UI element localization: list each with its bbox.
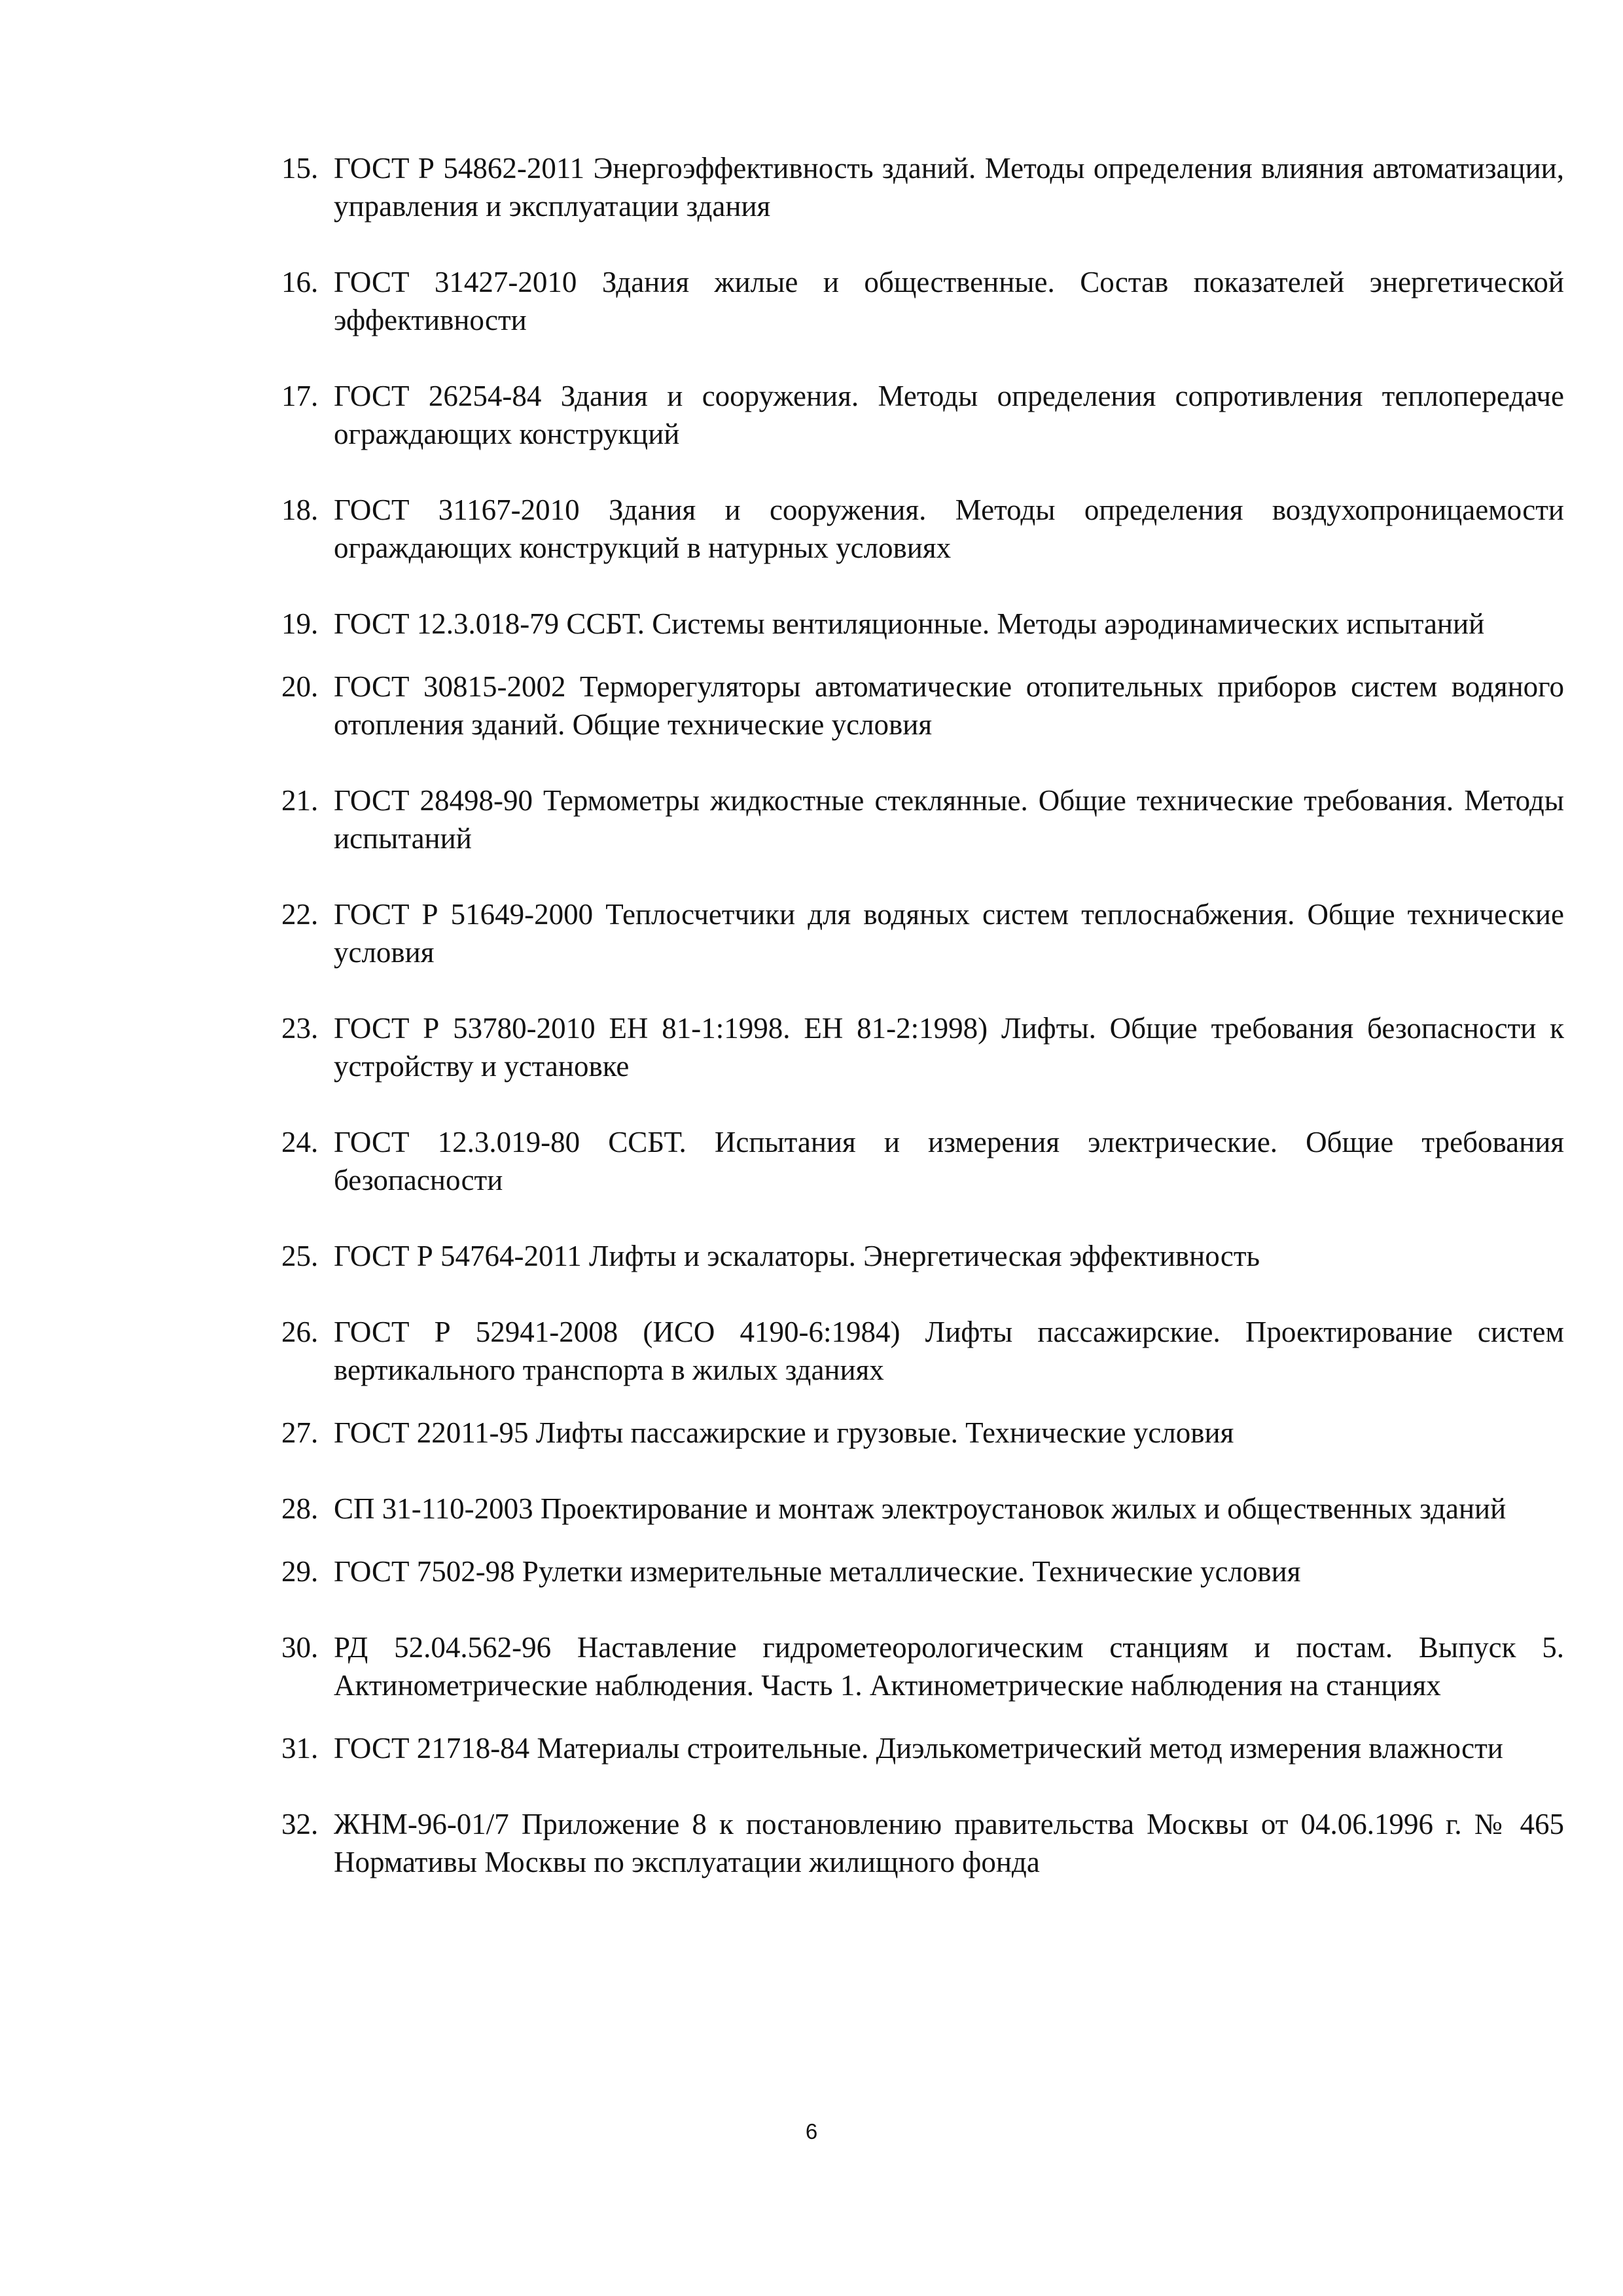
reference-item (281, 377, 1564, 453)
reference-item (281, 1123, 1564, 1199)
reference-number: 25. (281, 1240, 319, 1272)
reference-item (281, 1729, 1564, 1767)
reference-text: ГОСТ Р 53780-2010 ЕН 81-1:1998. ЕН 81-2:1998) Лифты. Общие требования безопасности к устройству и установке (334, 1012, 1564, 1083)
reference-text: ГОСТ 31427-2010 Здания жилые и общественные. Состав показателей энергетической эффективности (334, 266, 1564, 336)
page-number: 6 (805, 2119, 818, 2144)
reference-number: 26. (281, 1316, 319, 1348)
reference-number: 22. (281, 898, 319, 931)
reference-item (281, 1490, 1564, 1528)
reference-item (281, 895, 1564, 971)
reference-text: ГОСТ Р 51649-2000 Теплосчетчики для водяных систем теплоснабжения. Общие технические условия (334, 898, 1564, 969)
reference-number: 30. (281, 1631, 319, 1664)
reference-number: 28. (281, 1492, 319, 1525)
reference-number: 32. (281, 1808, 319, 1840)
reference-number: 31. (281, 1732, 319, 1765)
reference-item (281, 781, 1564, 857)
reference-text: ГОСТ Р 54764-2011 Лифты и эскалаторы. Энергетическая эффективность (334, 1240, 1260, 1272)
reference-item (281, 1414, 1564, 1452)
reference-text: ГОСТ 12.3.019-80 ССБТ. Испытания и измерения электрические. Общие требования безопасности (334, 1126, 1564, 1196)
reference-item (281, 491, 1564, 567)
reference-number: 19. (281, 607, 319, 640)
reference-number: 15. (281, 152, 319, 185)
reference-number: 16. (281, 266, 319, 298)
reference-text: ГОСТ 12.3.018-79 ССБТ. Системы вентиляционные. Методы аэродинамических испытаний (334, 607, 1485, 640)
reference-number: 24. (281, 1126, 319, 1158)
reference-number: 21. (281, 784, 319, 817)
reference-number: 29. (281, 1555, 319, 1588)
reference-number: 27. (281, 1416, 319, 1449)
reference-text: ГОСТ Р 54862-2011 Энергоэффективность зданий. Методы определения влияния автоматизации, управления и эксплуатации здания (334, 152, 1564, 223)
reference-list (281, 149, 1564, 1881)
reference-text: ГОСТ 30815-2002 Терморегуляторы автоматические отопительных приборов систем водяного отопления зданий. Общие технические условия (334, 670, 1564, 741)
reference-number: 20. (281, 670, 319, 703)
reference-text: ГОСТ 28498-90 Термометры жидкостные стеклянные. Общие технические требования. Методы испытаний (334, 784, 1564, 855)
reference-text: ГОСТ 22011-95 Лифты пассажирские и грузовые. Технические условия (334, 1416, 1234, 1449)
reference-item (281, 1237, 1564, 1275)
reference-item (281, 1313, 1564, 1389)
reference-text: ГОСТ 31167-2010 Здания и сооружения. Методы определения воздухопроницаемости ограждающих конструкций в натурных условиях (334, 493, 1564, 564)
reference-number: 18. (281, 493, 319, 526)
reference-text: ГОСТ 26254-84 Здания и сооружения. Методы определения сопротивления теплопередаче ограждающих конструкций (334, 380, 1564, 450)
reference-item (281, 263, 1564, 339)
reference-item (281, 1552, 1564, 1590)
reference-number: 23. (281, 1012, 319, 1045)
reference-text: ГОСТ Р 52941-2008 (ИСО 4190-6:1984) Лифты пассажирские. Проектирование систем вертикального транспорта в жилых зданиях (334, 1316, 1564, 1386)
reference-item (281, 668, 1564, 744)
reference-text: РД 52.04.562-96 Наставление гидрометеорологическим станциям и постам. Выпуск 5. Актинометрические наблюдения. Часть 1. Актинометрические наблюдения на станциях (334, 1631, 1564, 1702)
reference-item (281, 1009, 1564, 1085)
reference-item (281, 605, 1564, 643)
reference-text: ГОСТ 7502-98 Рулетки измерительные металлические. Технические условия (334, 1555, 1301, 1588)
reference-number: 17. (281, 380, 319, 412)
reference-text: ГОСТ 21718-84 Материалы строительные. Диэлькометрический метод измерения влажности (334, 1732, 1503, 1765)
reference-text: ЖНМ-96-01/7 Приложение 8 к постановлению правительства Москвы от 04.06.1996 г. № 465 Нормативы Москвы по эксплуатации жилищного фонда (334, 1808, 1564, 1878)
reference-item (281, 149, 1564, 225)
reference-item (281, 1628, 1564, 1704)
reference-text: СП 31-110-2003 Проектирование и монтаж электроустановок жилых и общественных зданий (334, 1492, 1507, 1525)
reference-item (281, 1805, 1564, 1881)
